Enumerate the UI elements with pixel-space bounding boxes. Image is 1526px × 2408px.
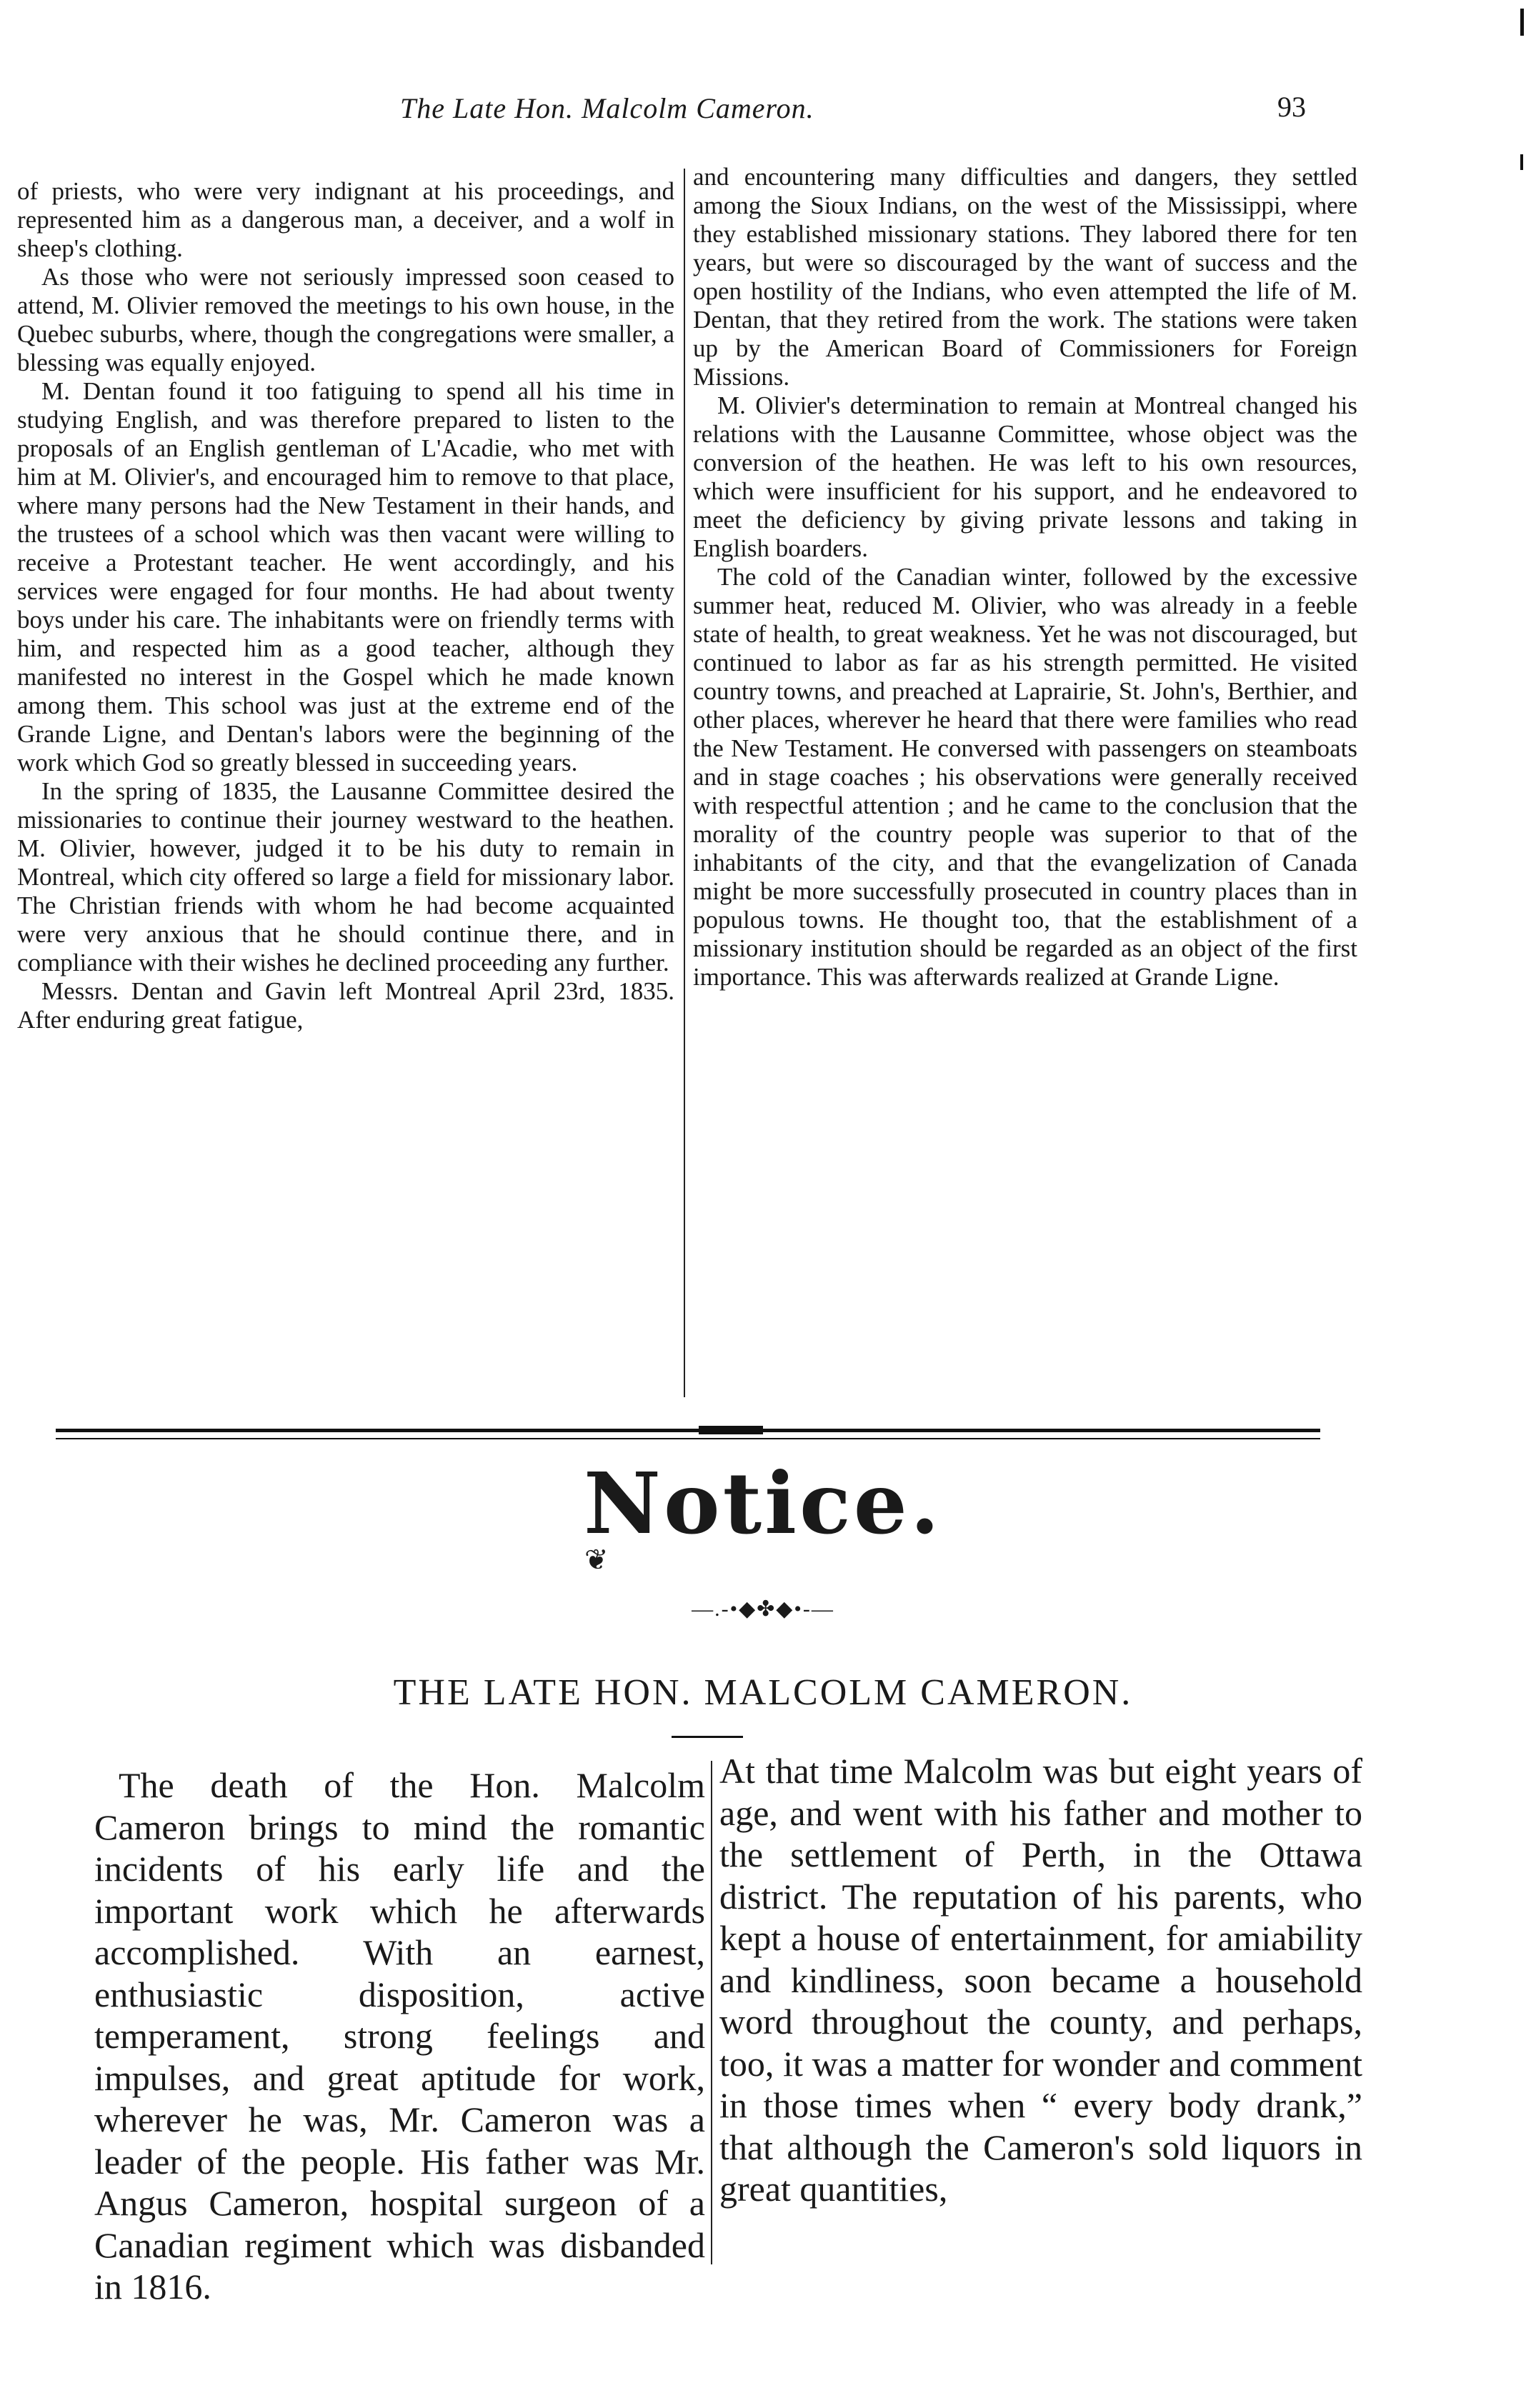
paragraph: M. Dentan found it too fatiguing to spend all his time in studying English, and was therefore prepared to listen to the proposals of an English gentleman of L'Acadie, who met with him at M. Olivier's, and encouraged him to remove to that place, where many persons had the New Testament in their hands, and the trustees of a school which was then vacant were willing to receive a Protestant teacher. He went accordingly, and his services were engaged for four months. He had about twenty boys under his care. The inhabitants were on friendly terms with him, and respected him as a good teacher, although they manifested no interest in the Gospel which he made known among them. This school was just at the extreme end of the Grande Ligne, and Dentan's labors were the beginning of the work which God so greatly blessed in succeeding years. <box>17 377 674 776</box>
notice-heading: Notice. <box>584 1454 942 1553</box>
divider-ornament: —.-•◆✤◆•-— <box>692 1597 834 1621</box>
running-title: The Late Hon. Malcolm Cameron. <box>400 92 814 124</box>
paragraph: As those who were not seriously impressed soon ceased to attend, M. Olivier removed the meetings to his own house, in the Quebec suburbs, where, though the congregations were smaller, a blessing was equally enjoyed. <box>17 263 674 376</box>
paragraph: and encountering many difficulties and dangers, they settled among the Sioux Indians, on the west of the Mississippi, where they established missionary stations. They labored there for ten years, but were so discouraged by the want of success and the open hostility of the Indians, who even attempted the life of M. Dentan, that they retired from the work. The stations were taken up by the American Board of Commissioners for Foreign Missions. <box>693 163 1357 391</box>
paragraph: In the spring of 1835, the Lausanne Committee desired the missionaries to continue their journey westward to the heathen. M. Olivier, however, judged it to be his duty to remain in Montreal, which city offered so large a field for missionary labor. The Christian friends with whom he had become acquainted were very anxious that he should continue there, and in compliance with their wishes he declined proceeding any further. <box>17 777 674 976</box>
column-divider <box>684 169 685 1397</box>
top-left-column <box>17 177 674 1034</box>
page-edge-mark <box>1520 9 1524 36</box>
section-rule <box>56 1429 1320 1439</box>
article-right-column <box>719 1750 1362 2210</box>
paragraph: Messrs. Dentan and Gavin left Montreal April 23rd, 1835. After enduring great fatigue, <box>17 977 674 1034</box>
paragraph: The cold of the Canadian winter, followed by the excessive summer heat, reduced M. Olivier, who was already in a feeble state of health, to great weakness. Yet he was not discouraged, but continued to labor as far as his strength permitted. He visited country towns, and preached at Laprairie, St. John's, Berthier, and other places, wherever he heard that there were families who read the New Testament. He conversed with passengers on steamboats and in stage coaches ; his observations were generally received with respectful attention ; and he came to the conclusion that the morality of the country people was superior to that of the inhabitants of the city, and that the evangelization of Canada might be more successfully prosecuted in country places than in populous towns. He thought too, that the establishment of a missionary institution should be regarded as an object of the first importance. This was afterwards realized at Grande Ligne. <box>693 563 1357 991</box>
flourish-ornament: ❦ <box>584 1544 609 1576</box>
column-divider <box>711 1761 712 2264</box>
article-title: THE LATE HON. MALCOLM CAMERON. <box>393 1672 1133 1713</box>
title-rule <box>672 1736 743 1738</box>
top-right-column <box>693 163 1357 991</box>
paragraph: At that time Malcolm was but eight years of age, and went with his father and mother to the settlement of Perth, in the Ottawa district. The reputation of his parents, who kept a house of entertainment, for amiability and kindliness, soon became a household word throughout the county, and perhaps, too, it was a matter for wonder and comment in those times when “ every body drank,” that although the Cameron's sold liquors in great quantities, <box>719 1751 1362 2209</box>
article-left-column <box>94 1764 705 2308</box>
paragraph: The death of the Hon. Malcolm Cameron brings to mind the romantic incidents of his early life and the important work which he afterwards accomplished. With an earnest, enthusiastic disposition, active temperament, strong feelings and impulses, and great aptitude for work, wherever he was, Mr. Cameron was a leader of the people. His father was Mr. Angus Cameron, hospital surgeon of a Canadian regiment which was disbanded in 1816. <box>94 1765 705 2307</box>
paragraph: of priests, who were very indignant at his proceedings, and represented him as a dangerous man, a deceiver, and a wolf in sheep's clothing. <box>17 177 674 262</box>
page-number: 93 <box>1277 91 1306 123</box>
paragraph: M. Olivier's determination to remain at Montreal changed his relations with the Lausanne Committee, whose object was the conversion of the heathen. He was left to his own resources, which were insufficient for his support, and he endeavored to meet the deficiency by giving private lessons and taking in English boarders. <box>693 391 1357 562</box>
page-edge-mark <box>1520 154 1523 170</box>
